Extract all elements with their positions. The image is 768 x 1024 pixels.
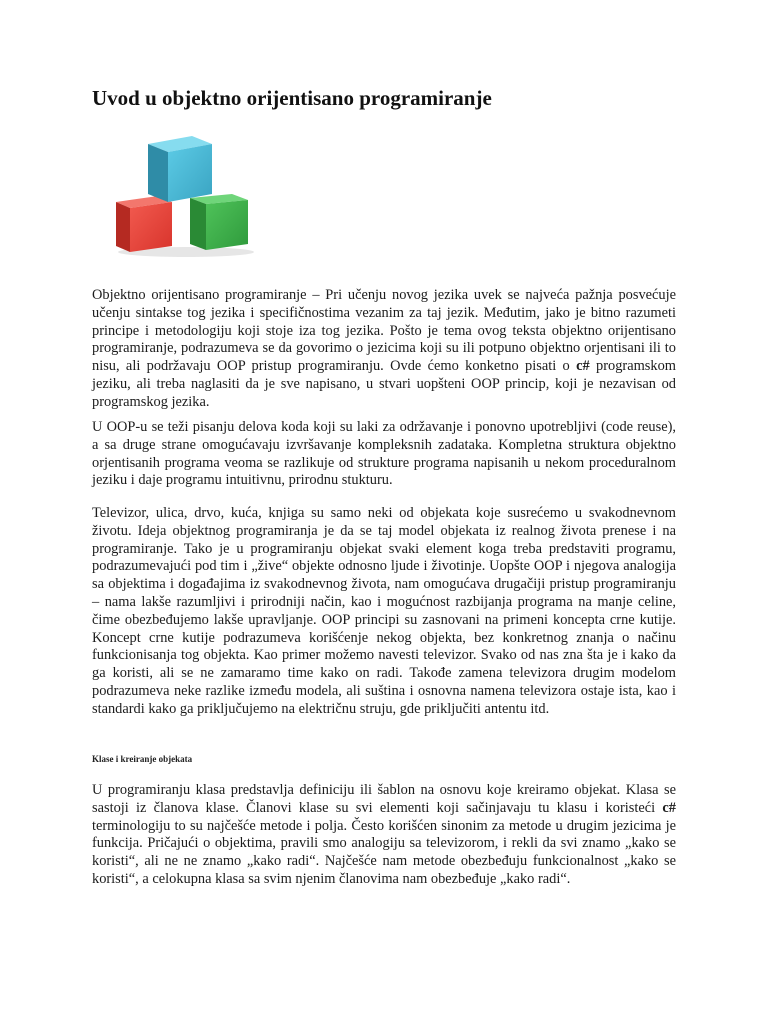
objects-paragraph: Televizor, ulica, drvo, kuća, knjiga su samo neki od objekata koje susrećemo u svakodnevnom životu. Ideja objektnog programiranja je da se taj model objekata iz realnog života prenese i na programiranje. Tako je u programiranju objekat svaki element koga treba predstaviti programu, podrazumevajući pod tim i „žive“ objekte odnosno ljude i životinje. Uopšte OOP i njegova analogija sa objektima i događajima iz svakodnevnog života, nam omogućava drugačiji pristup programiranju – nama lakše razumljivi i prirodniji način, kao i mogućnost razbijanja programa na manje celine, čime obezbeđujemo lakše upravljanje. OOP principi su zasnovani na primeni koncepta crne kutije. Koncept crne kutije podrazumeva korišćenje nekog objekta, bez konkretnog znanja o načinu funkcionisanja tog objekta. Kao primer možemo navesti televizor. Svako od nas zna šta je i kako da ga koristi, ali se ne zamaramo time kako on radi. Takođe zamena televizora drugim modelom podrazumeva neke razlike između modela, ali suština i osnovna namena televizora ostaje ista, kao i standardi kako ga priključujemo na električnu struju, gde priključiti antentu itd.	[92, 505, 676, 717]
blue-cube	[148, 136, 212, 202]
intro-text-part1: Objektno orijentisano programiranje – Pri učenju novog jezika uvek se najveća pažnja posvećuje učenju sintakse tog jezika i specifičnostima vezanim za taj jezik. Međutim, jako je bitno razumeti principe i metodologiju koji stoje iza tog jezika. Pošto je tema ovog teksta objektno orijentisano programiranje, podrazumeva se da govorimo o jezicima koji su ili potpuno objektno orjentisani ili to nisu, ali podržavaju OOP pristup programiranju. Ovde ćemo konketno pisati o	[92, 287, 676, 375]
classes-text-part1: U programiranju klasa predstavlja definiciju ili šablon na osnovu koje kreiramo objekat. Klasa se sastoji iz članova klase. Članovi klase su svi elementi koji sačinjavaju tu klasu i koristeći	[92, 782, 676, 816]
red-cube	[116, 196, 172, 252]
classes-text-part2: terminologiju to su najčešće metode i polja. Često korišćen sinonim za metode u drugim jezicima je funkcija. Pričajući o objektima, pravili smo analogiju sa televizorom, i rekli da svi znamo „kako se koristi“, ali ne ne znamo „kako radi“. Najčešće nam metode obezbeđuju funkcionalnost „kako se koristi“, a celokupna klasa sa svim njenim članovima nam obezbeđuje „kako radi“.	[92, 817, 676, 887]
oop-paragraph: U OOP-u se teži pisanju delova koda koji su laki za održavanje i ponovno upotrebljivi (code reuse), a sa druge strane omogućavaju izvršavanje kompleksnih zadataka. Kompletna struktura objektno orjentisanih programa veoma se razlikuje od strukture programa napisanih u nekom proceduralnom jeziku i daje programu intuitivnu, prirodnu stukturu.	[92, 419, 676, 489]
document-title: Uvod u objektno orijentisano programiranje	[92, 86, 492, 110]
classes-paragraph	[92, 782, 676, 889]
intro-paragraph	[92, 287, 676, 412]
section-heading-classes: Klase i kreiranje objekata	[92, 754, 193, 764]
green-cube	[190, 194, 248, 250]
colored-cubes-illustration	[108, 132, 258, 258]
csharp-term: c#	[576, 358, 590, 375]
intro-text-part2: programskom jeziku, ali treba naglasiti da je sve napisano, u stvari uopšteni OOP princip, koji je nezavisan od programskog jezika.	[92, 358, 676, 410]
csharp-term: c#	[662, 799, 676, 816]
